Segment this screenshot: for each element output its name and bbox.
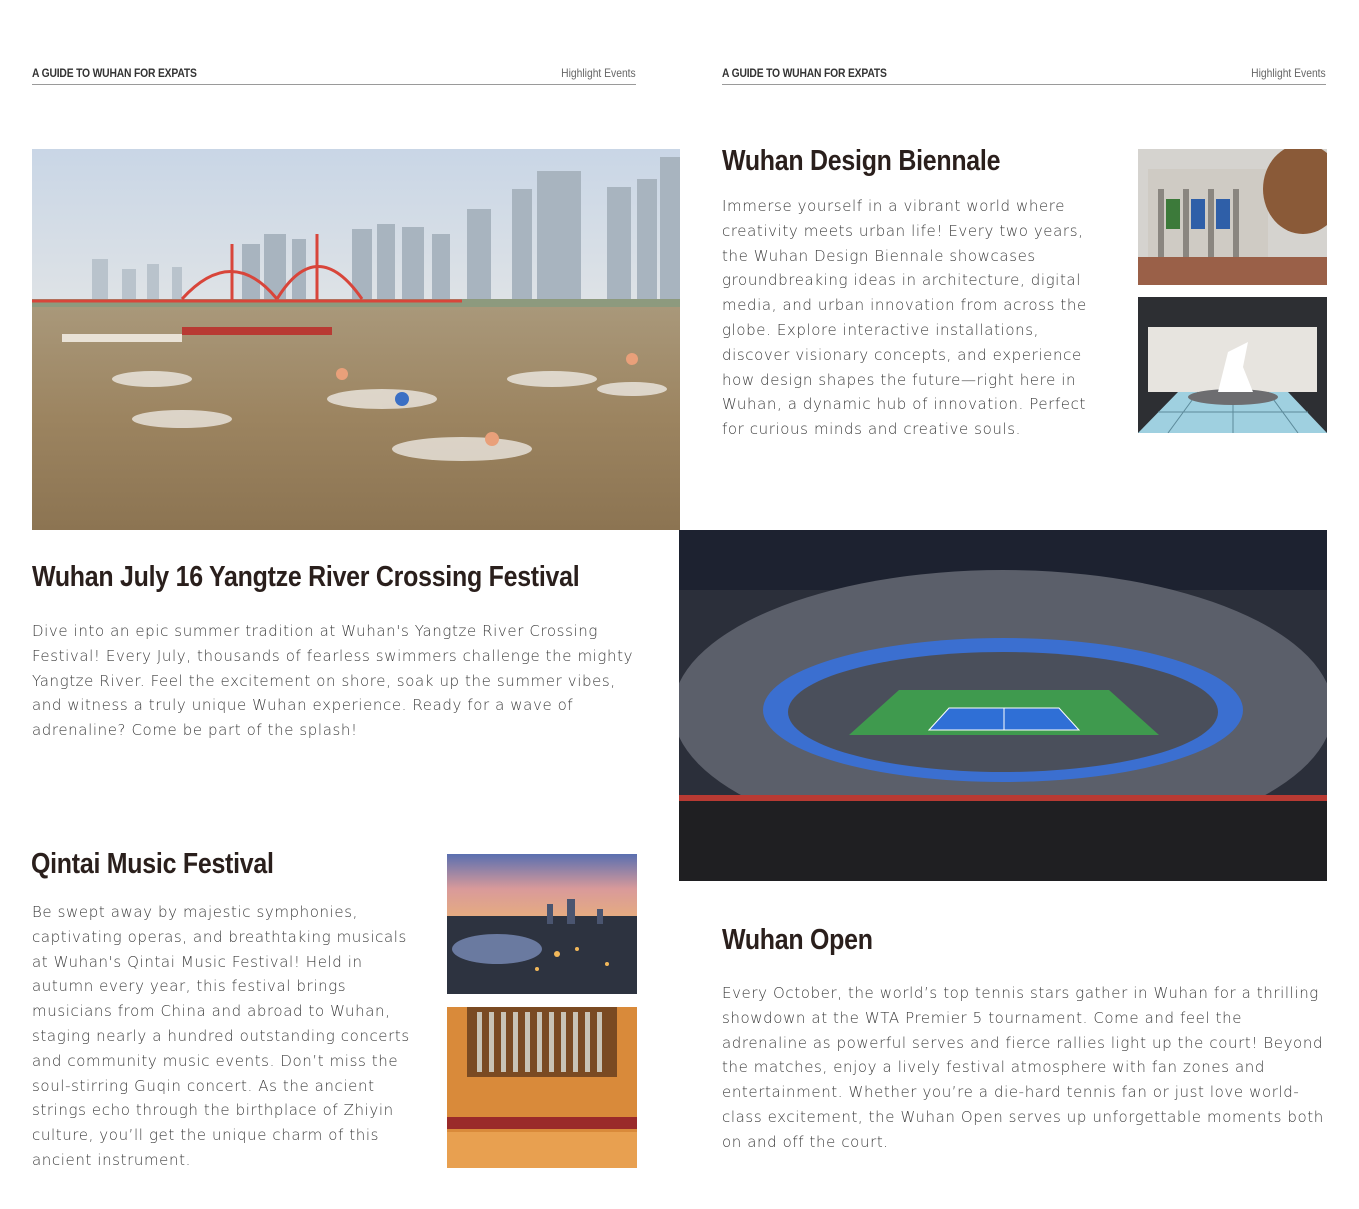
tennis-stadium-photo	[679, 530, 1327, 881]
qintai-concert-hall-photo	[447, 1007, 637, 1168]
guide-brand: A GUIDE TO WUHAN FOR EXPATS	[722, 66, 887, 80]
biennale-description: Immerse yourself in a vibrant world where creativity meets urban life! Every two years, the Wuhan Design Biennale showcases groundbreaking ideas in architecture, digital media, and urban innovation from across the globe. Explore interactive installations, discover visionary concepts, and experience how design shapes the future—right here in Wuhan, a dynamic hub of innovation. Perfect for curious minds and creative souls.	[722, 197, 1087, 439]
qintai-festival-description: Be swept away by majestic symphonies, captivating operas, and breathtaking musicals at Wuhan's Qintai Music Festival! Held in autumn every year, this festival brings musicians from China and abroad to Wuhan, staging nearly a hundred outstanding concerts and community music events. Don’t miss the soul-stirring Guqin concert. As the ancient strings echo through the birthplace of Zhiyin culture, you’ll get the unique charm of this ancient instrument.	[32, 903, 410, 1169]
biennale-title: Wuhan Design Biennale	[722, 145, 1001, 177]
river-festival-title: Wuhan July 16 Yangtze River Crossing Festival	[32, 561, 580, 593]
wuhan-open-description: Every October, the world’s top tennis stars gather in Wuhan for a thrilling showdown at the WTA Premier 5 tournament. Come and feel the adrenaline as powerful serves and fierce rallies light up the court! Beyond the matches, enjoy a lively festival atmosphere with fan zones and entertainment. Whether you’re a die-hard tennis fan or just love world-class excitement, the Wuhan Open serves up unforgettable moments both on and off the court.	[722, 984, 1324, 1151]
qintai-skyline-photo	[447, 854, 637, 994]
guide-brand: A GUIDE TO WUHAN FOR EXPATS	[32, 66, 197, 80]
page-header-right	[722, 62, 1326, 85]
qintai-festival-title: Qintai Music Festival	[31, 848, 274, 880]
page-header-left	[32, 62, 636, 85]
biennale-exhibition-photo	[1138, 297, 1327, 433]
biennale-building-photo	[1138, 149, 1327, 285]
wuhan-open-title: Wuhan Open	[722, 924, 873, 956]
section-label: Highlight Events	[1251, 66, 1326, 80]
river-crossing-photo	[32, 149, 680, 530]
river-festival-description: Dive into an epic summer tradition at Wuhan's Yangtze River Crossing Festival! Every July, thousands of fearless swimmers challenge the mighty Yangtze River. Feel the excitement on shore, soak up the summer vibes, and witness a truly unique Wuhan experience. Ready for a wave of adrenaline? Come be part of the splash!	[32, 622, 634, 740]
section-label: Highlight Events	[561, 66, 636, 80]
